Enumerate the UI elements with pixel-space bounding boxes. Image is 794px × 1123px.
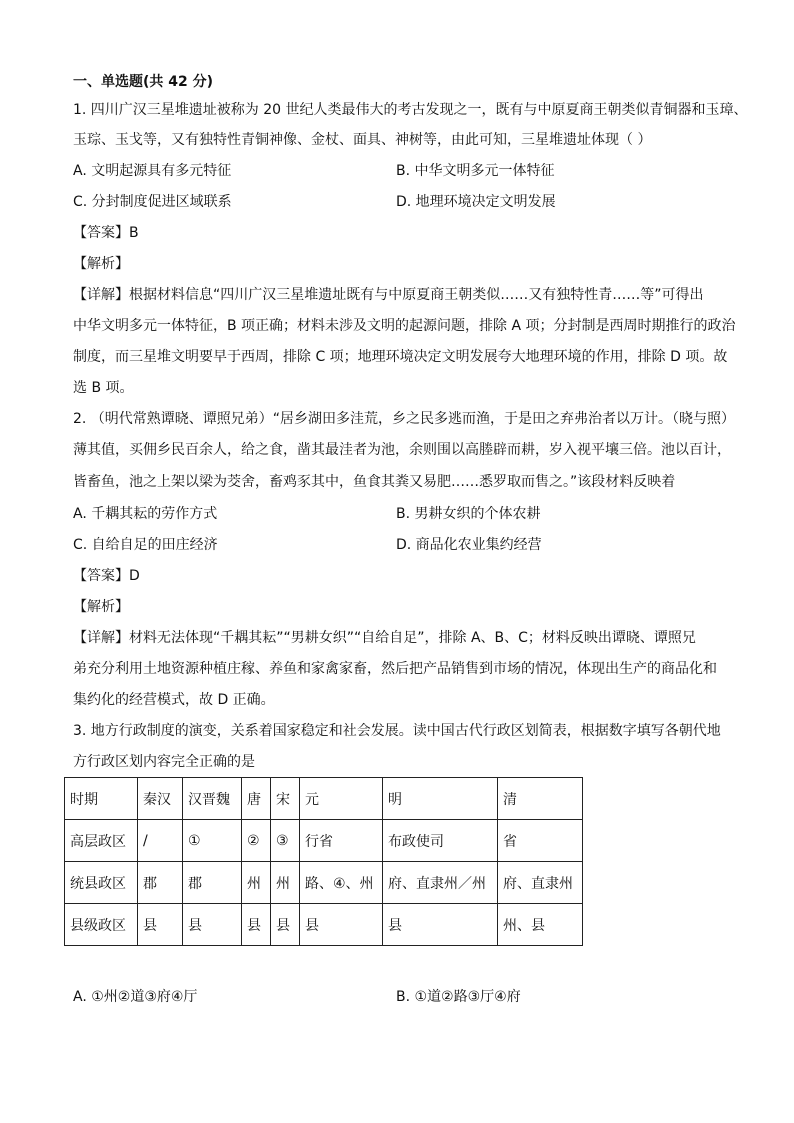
table-header-cell: 元 (300, 778, 383, 820)
table-cell: 府、直隶州／州 (383, 862, 498, 904)
table-header-cell: 秦汉 (138, 778, 183, 820)
table-cell: 布政使司 (383, 820, 498, 862)
table-cell: 行省 (300, 820, 383, 862)
q2-option-d: D. 商品化农业集约经营 (396, 537, 542, 553)
q1-stem-line-2: 玉琮、玉戈等，又有独特性青铜神像、金杖、面具、神树等，由此可知，三星堆遗址体现（ ） (73, 132, 652, 148)
q1-answer (73, 223, 139, 243)
q3-stem-line-2: 方行政区划内容完全正确的是 (73, 754, 255, 770)
q1-stem-line-1: 1. 四川广汉三星堆遗址被称为 20 世纪人类最伟大的考古发现之一，既有与中原夏商王朝类似青铜器和玉璋、 (73, 102, 748, 118)
table-header-cell: 时期 (65, 778, 138, 820)
table-cell: 县 (242, 904, 271, 946)
table-cell: 县 (138, 904, 183, 946)
q2-analysis-label: 【解析】 (73, 599, 129, 615)
q1-detail-line-3: 制度，而三星堆文明要早于西周，排除 C 项；地理环境决定文明发展夸大地理环境的作用，排除 D 项。故 (73, 349, 728, 365)
table-cell: / (138, 820, 183, 862)
q2-detail-line-2: 弟充分利用土地资源种植庄稼、养鱼和家禽家畜，然后把产品销售到市场的情况，体现出生产的商品化和 (73, 661, 717, 677)
table-row (65, 820, 583, 862)
table-cell: 县级政区 (65, 904, 138, 946)
admin-division-table (64, 777, 583, 946)
table-row (65, 904, 583, 946)
table-header-cell: 明 (383, 778, 498, 820)
table-cell: ① (183, 820, 242, 862)
table-header-cell: 清 (498, 778, 583, 820)
table-header-cell: 宋 (271, 778, 300, 820)
table-cell: 县 (383, 904, 498, 946)
table-header-row (65, 778, 583, 820)
table-cell: 州 (271, 862, 300, 904)
q1-answer-label: 【答案】 (73, 225, 129, 241)
table-header-cell: 汉晋魏 (183, 778, 242, 820)
q2-stem-line-3: 皆畜鱼，池之上架以梁为茭舍，畜鸡豕其中，鱼食其粪又易肥……悉罗取而售之。”该段材料反映着 (73, 474, 676, 490)
q2-answer-label: 【答案】 (73, 568, 129, 584)
table-cell: 高层政区 (65, 820, 138, 862)
table-cell: 县 (300, 904, 383, 946)
q1-option-b: B. 中华文明多元一体特征 (396, 163, 555, 179)
q3-stem-line-1: 3. 地方行政制度的演变，关系着国家稳定和社会发展。读中国古代行政区划简表，根据数字填写各朝代地 (73, 723, 721, 739)
table-cell: 州 (242, 862, 271, 904)
table-header-cell: 唐 (242, 778, 271, 820)
q1-option-a: A. 文明起源具有多元特征 (73, 163, 232, 179)
table-cell: 府、直隶州 (498, 862, 583, 904)
table-cell: ② (242, 820, 271, 862)
q1-detail-line-1: 【详解】根据材料信息“四川广汉三星堆遗址既有与中原夏商王朝类似……又有独特性青……等”可得出 (73, 287, 704, 303)
q2-answer (73, 566, 140, 586)
q1-detail-line-2: 中华文明多元一体特征，B 项正确；材料未涉及文明的起源问题，排除 A 项；分封制是西周时期推行的政治 (73, 318, 736, 334)
q3-option-b: B. ①道②路③厅④府 (396, 989, 521, 1005)
q2-answer-value: D (129, 568, 140, 584)
table-cell: 省 (498, 820, 583, 862)
table-cell: 州、县 (498, 904, 583, 946)
q2-option-a: A. 千耦其耘的劳作方式 (73, 506, 218, 522)
q2-detail-line-1: 【详解】材料无法体现“千耦其耘”“男耕女织”“自给自足”，排除 A、B、C；材料反映出谭晓、谭照兄 (73, 630, 696, 646)
section-title: 一、单选题(共 42 分) (73, 74, 214, 90)
q1-option-c: C. 分封制度促进区域联系 (73, 194, 232, 210)
q1-analysis-label: 【解析】 (73, 256, 129, 272)
q2-option-c: C. 自给自足的田庄经济 (73, 537, 218, 553)
table-cell: 县 (183, 904, 242, 946)
q2-option-b: B. 男耕女织的个体农耕 (396, 506, 541, 522)
table-row (65, 862, 583, 904)
table-cell: 县 (271, 904, 300, 946)
table-cell: 郡 (138, 862, 183, 904)
q2-detail-line-3: 集约化的经营模式，故 D 正确。 (73, 692, 275, 708)
table-cell: 路、④、州 (300, 862, 383, 904)
q2-stem-line-1: 2. （明代常熟谭晓、谭照兄弟）“居乡湖田多洼荒，乡之民多逃而渔，于是田之弃弗治者以万计。（晓与照） (73, 411, 736, 427)
table-cell: 统县政区 (65, 862, 138, 904)
q1-option-d: D. 地理环境决定文明发展 (396, 194, 556, 210)
q3-option-a: A. ①州②道③府④厅 (73, 989, 198, 1005)
q2-stem-line-2: 薄其值，买佣乡民百余人，给之食，凿其最洼者为池，余则围以高塍辟而耕，岁入视平壤三倍。池以百计， (73, 442, 731, 458)
table-cell: ③ (271, 820, 300, 862)
q1-answer-value: B (129, 225, 139, 241)
table-cell: 郡 (183, 862, 242, 904)
q1-detail-line-4: 选 B 项。 (73, 380, 134, 396)
